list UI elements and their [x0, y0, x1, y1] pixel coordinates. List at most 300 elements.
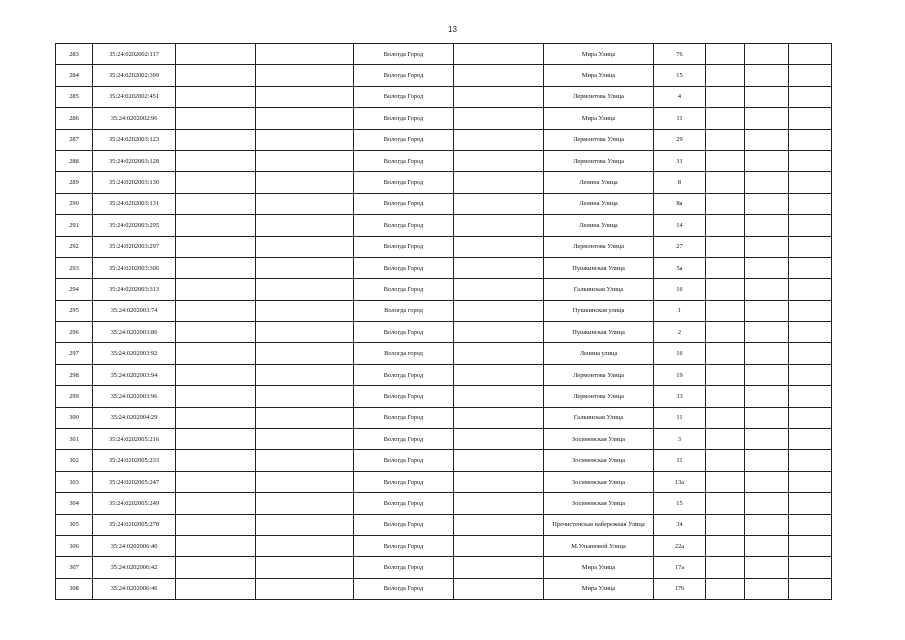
empty-cell	[256, 364, 354, 385]
table-row	[56, 300, 832, 321]
empty-cell	[706, 65, 745, 86]
empty-cell	[256, 44, 354, 65]
city-cell: Вологда Город	[354, 257, 454, 278]
cadastral-number-cell: 35:24:0202003:92	[93, 343, 176, 364]
row-number-cell: 288	[56, 150, 93, 171]
empty-cell	[256, 407, 354, 428]
cadastral-number-cell: 35:24:0202003:128	[93, 150, 176, 171]
empty-cell	[176, 150, 256, 171]
empty-cell	[256, 450, 354, 471]
empty-cell	[176, 386, 256, 407]
empty-cell	[454, 44, 544, 65]
house-number-cell: 4	[654, 86, 706, 107]
empty-cell	[454, 364, 544, 385]
cadastral-number-cell: 35:24:0202005:233	[93, 450, 176, 471]
street-cell: Лермонтова Улица	[544, 86, 654, 107]
street-cell: Мира Улица	[544, 578, 654, 599]
cadastral-number-cell: 35:24:0202003:306	[93, 257, 176, 278]
empty-cell	[745, 86, 789, 107]
empty-cell	[789, 493, 832, 514]
cadastral-number-cell: 35:24:0202005:278	[93, 514, 176, 535]
empty-cell	[176, 407, 256, 428]
street-cell: Зосимовская Улица	[544, 493, 654, 514]
empty-cell	[706, 236, 745, 257]
cadastral-number-cell: 35:24:0202003:313	[93, 279, 176, 300]
empty-cell	[454, 193, 544, 214]
city-cell: Вологда Город	[354, 236, 454, 257]
row-number-cell: 292	[56, 236, 93, 257]
street-cell: Мира Улица	[544, 557, 654, 578]
row-number-cell: 284	[56, 65, 93, 86]
cadastral-number-cell: 35:24:0202003:131	[93, 193, 176, 214]
empty-cell	[256, 471, 354, 492]
empty-cell	[745, 65, 789, 86]
cadastral-number-cell: 35:24:0202003:94	[93, 364, 176, 385]
city-cell: Вологда Город	[354, 493, 454, 514]
empty-cell	[176, 450, 256, 471]
city-cell: Вологда Город	[354, 172, 454, 193]
empty-cell	[454, 493, 544, 514]
city-cell: Вологда Город	[354, 44, 454, 65]
cadastral-number-cell: 35:24:0202003:96	[93, 386, 176, 407]
street-cell: Мира Улица	[544, 65, 654, 86]
empty-cell	[706, 86, 745, 107]
empty-cell	[176, 279, 256, 300]
table-row	[56, 215, 832, 236]
empty-cell	[789, 44, 832, 65]
street-cell: Пушкинская Улица	[544, 322, 654, 343]
empty-cell	[256, 65, 354, 86]
cadastral-number-cell: 35:24:0202005:247	[93, 471, 176, 492]
row-number-cell: 296	[56, 322, 93, 343]
street-cell: Зосимовская Улица	[544, 429, 654, 450]
empty-cell	[176, 65, 256, 86]
empty-cell	[256, 279, 354, 300]
empty-cell	[789, 172, 832, 193]
street-cell: Лермонтова Улица	[544, 236, 654, 257]
table-row	[56, 450, 832, 471]
empty-cell	[706, 343, 745, 364]
empty-cell	[454, 215, 544, 236]
empty-cell	[789, 535, 832, 556]
empty-cell	[745, 279, 789, 300]
street-cell: Галкинская Улица	[544, 407, 654, 428]
city-cell: Вологда Город	[354, 514, 454, 535]
street-cell: Лермонтова Улица	[544, 150, 654, 171]
empty-cell	[454, 108, 544, 129]
empty-cell	[176, 535, 256, 556]
empty-cell	[176, 322, 256, 343]
empty-cell	[256, 535, 354, 556]
city-cell: Вологда Город	[354, 322, 454, 343]
street-cell: Ленина Улица	[544, 215, 654, 236]
empty-cell	[745, 257, 789, 278]
empty-cell	[454, 65, 544, 86]
city-cell: Вологда Город	[354, 386, 454, 407]
table-row	[56, 364, 832, 385]
table-row	[56, 65, 832, 86]
cadastral-number-cell: 35:24:0202005:249	[93, 493, 176, 514]
cadastral-number-cell: 35:24:0202002:117	[93, 44, 176, 65]
empty-cell	[176, 236, 256, 257]
row-number-cell: 302	[56, 450, 93, 471]
empty-cell	[745, 44, 789, 65]
table-row	[56, 578, 832, 599]
house-number-cell: 11	[654, 450, 706, 471]
street-cell: Галкинская Улица	[544, 279, 654, 300]
empty-cell	[789, 129, 832, 150]
cadastral-number-cell: 35:24:0202002:399	[93, 65, 176, 86]
row-number-cell: 286	[56, 108, 93, 129]
empty-cell	[706, 108, 745, 129]
row-number-cell: 303	[56, 471, 93, 492]
empty-cell	[706, 215, 745, 236]
empty-cell	[454, 322, 544, 343]
empty-cell	[745, 300, 789, 321]
street-cell: Ленина Улица	[544, 193, 654, 214]
city-cell: Вологда Город	[354, 535, 454, 556]
row-number-cell: 293	[56, 257, 93, 278]
house-number-cell: 8	[654, 172, 706, 193]
table-row	[56, 407, 832, 428]
empty-cell	[454, 557, 544, 578]
street-cell: Пушкинская Улица	[544, 257, 654, 278]
empty-cell	[706, 535, 745, 556]
city-cell: Вологда Город	[354, 65, 454, 86]
empty-cell	[706, 578, 745, 599]
empty-cell	[706, 493, 745, 514]
empty-cell	[176, 471, 256, 492]
house-number-cell: 11	[654, 407, 706, 428]
house-number-cell: 22а	[654, 535, 706, 556]
row-number-cell: 291	[56, 215, 93, 236]
city-cell: Вологда Город	[354, 86, 454, 107]
empty-cell	[454, 407, 544, 428]
street-cell: Зосимовская Улица	[544, 471, 654, 492]
house-number-cell: 16	[654, 279, 706, 300]
empty-cell	[745, 514, 789, 535]
street-cell: Пречистенская набережная Улица	[544, 514, 654, 535]
empty-cell	[789, 86, 832, 107]
row-number-cell: 283	[56, 44, 93, 65]
house-number-cell: 31	[654, 150, 706, 171]
table-row	[56, 279, 832, 300]
house-number-cell: 13а	[654, 471, 706, 492]
empty-cell	[176, 493, 256, 514]
house-number-cell: 27	[654, 236, 706, 257]
cadastral-number-cell: 35:24:0202003:297	[93, 236, 176, 257]
city-cell: Вологда Город	[354, 429, 454, 450]
empty-cell	[454, 450, 544, 471]
table-row	[56, 172, 832, 193]
table-row	[56, 44, 832, 65]
empty-cell	[176, 429, 256, 450]
empty-cell	[454, 386, 544, 407]
empty-cell	[745, 407, 789, 428]
empty-cell	[789, 215, 832, 236]
house-number-cell: 8а	[654, 193, 706, 214]
empty-cell	[745, 215, 789, 236]
empty-cell	[789, 514, 832, 535]
empty-cell	[789, 300, 832, 321]
empty-cell	[176, 300, 256, 321]
empty-cell	[745, 108, 789, 129]
registry-table	[55, 43, 832, 600]
city-cell: Вологда город	[354, 343, 454, 364]
empty-cell	[256, 129, 354, 150]
empty-cell	[789, 257, 832, 278]
empty-cell	[789, 236, 832, 257]
table-row	[56, 386, 832, 407]
city-cell: Вологда Город	[354, 279, 454, 300]
row-number-cell: 289	[56, 172, 93, 193]
table-row	[56, 150, 832, 171]
city-cell: Вологда Город	[354, 471, 454, 492]
row-number-cell: 308	[56, 578, 93, 599]
empty-cell	[256, 343, 354, 364]
city-cell: Вологда Город	[354, 557, 454, 578]
empty-cell	[256, 257, 354, 278]
empty-cell	[789, 65, 832, 86]
street-cell: Зосимовская Улица	[544, 450, 654, 471]
cadastral-number-cell: 35:24:0202002:96	[93, 108, 176, 129]
street-cell: Мира Улица	[544, 108, 654, 129]
empty-cell	[176, 364, 256, 385]
table-row	[56, 429, 832, 450]
table-row	[56, 129, 832, 150]
empty-cell	[176, 193, 256, 214]
empty-cell	[256, 514, 354, 535]
empty-cell	[176, 108, 256, 129]
row-number-cell: 306	[56, 535, 93, 556]
table-row	[56, 193, 832, 214]
empty-cell	[176, 44, 256, 65]
empty-cell	[176, 257, 256, 278]
street-cell: Лермонтова Улица	[544, 386, 654, 407]
empty-cell	[256, 86, 354, 107]
cadastral-number-cell: 35:24:0202006:46	[93, 578, 176, 599]
row-number-cell: 287	[56, 129, 93, 150]
cadastral-number-cell: 35:24:0202002:451	[93, 86, 176, 107]
registry-table-body	[56, 44, 832, 600]
table-row	[56, 257, 832, 278]
table-row	[56, 535, 832, 556]
table-row	[56, 86, 832, 107]
empty-cell	[706, 129, 745, 150]
empty-cell	[706, 172, 745, 193]
empty-cell	[745, 578, 789, 599]
row-number-cell: 290	[56, 193, 93, 214]
empty-cell	[256, 193, 354, 214]
table-row	[56, 236, 832, 257]
row-number-cell: 299	[56, 386, 93, 407]
house-number-cell: 33	[654, 386, 706, 407]
row-number-cell: 301	[56, 429, 93, 450]
empty-cell	[745, 557, 789, 578]
house-number-cell: 2	[654, 322, 706, 343]
empty-cell	[454, 514, 544, 535]
empty-cell	[706, 300, 745, 321]
table-row	[56, 108, 832, 129]
empty-cell	[256, 557, 354, 578]
row-number-cell: 300	[56, 407, 93, 428]
empty-cell	[706, 429, 745, 450]
street-cell: М.Ульяновой Улица	[544, 535, 654, 556]
table-row	[56, 493, 832, 514]
empty-cell	[706, 150, 745, 171]
empty-cell	[256, 493, 354, 514]
empty-cell	[745, 493, 789, 514]
empty-cell	[454, 257, 544, 278]
empty-cell	[256, 215, 354, 236]
empty-cell	[789, 386, 832, 407]
empty-cell	[789, 108, 832, 129]
empty-cell	[706, 450, 745, 471]
empty-cell	[789, 193, 832, 214]
empty-cell	[176, 578, 256, 599]
house-number-cell: 3	[654, 429, 706, 450]
house-number-cell: 34	[654, 514, 706, 535]
city-cell: Вологда Город	[354, 578, 454, 599]
empty-cell	[256, 322, 354, 343]
empty-cell	[745, 236, 789, 257]
empty-cell	[454, 343, 544, 364]
table-row	[56, 514, 832, 535]
house-number-cell: 14	[654, 215, 706, 236]
empty-cell	[789, 364, 832, 385]
house-number-cell: 176	[654, 578, 706, 599]
empty-cell	[454, 535, 544, 556]
street-cell: Лермонтова Улица	[544, 364, 654, 385]
empty-cell	[454, 300, 544, 321]
empty-cell	[706, 407, 745, 428]
empty-cell	[706, 514, 745, 535]
row-number-cell: 298	[56, 364, 93, 385]
empty-cell	[706, 257, 745, 278]
empty-cell	[256, 578, 354, 599]
row-number-cell: 295	[56, 300, 93, 321]
street-cell: Лермонтова Улица	[544, 129, 654, 150]
cadastral-number-cell: 35:24:0202006:40	[93, 535, 176, 556]
cadastral-number-cell: 35:24:0202003:295	[93, 215, 176, 236]
house-number-cell: 19	[654, 364, 706, 385]
empty-cell	[789, 150, 832, 171]
empty-cell	[745, 129, 789, 150]
table-row	[56, 343, 832, 364]
empty-cell	[745, 386, 789, 407]
cadastral-number-cell: 35:24:0202003:123	[93, 129, 176, 150]
city-cell: Вологда Город	[354, 129, 454, 150]
empty-cell	[256, 386, 354, 407]
empty-cell	[454, 86, 544, 107]
empty-cell	[789, 407, 832, 428]
street-cell: Мира Улица	[544, 44, 654, 65]
city-cell: Вологда Город	[354, 407, 454, 428]
row-number-cell: 285	[56, 86, 93, 107]
empty-cell	[745, 364, 789, 385]
city-cell: Вологда Город	[354, 364, 454, 385]
city-cell: Вологда город	[354, 300, 454, 321]
city-cell: Вологда Город	[354, 215, 454, 236]
empty-cell	[745, 343, 789, 364]
empty-cell	[706, 386, 745, 407]
empty-cell	[454, 471, 544, 492]
empty-cell	[454, 236, 544, 257]
table-row	[56, 557, 832, 578]
city-cell: Вологда Город	[354, 150, 454, 171]
empty-cell	[256, 300, 354, 321]
cadastral-number-cell: 35:24:0202003:86	[93, 322, 176, 343]
empty-cell	[706, 322, 745, 343]
street-cell: Пушкинская улица	[544, 300, 654, 321]
empty-cell	[745, 150, 789, 171]
empty-cell	[454, 150, 544, 171]
city-cell: Вологда Город	[354, 450, 454, 471]
house-number-cell: 15	[654, 65, 706, 86]
empty-cell	[706, 193, 745, 214]
house-number-cell: 17а	[654, 557, 706, 578]
city-cell: Вологда Город	[354, 108, 454, 129]
row-number-cell: 305	[56, 514, 93, 535]
empty-cell	[745, 535, 789, 556]
empty-cell	[789, 578, 832, 599]
empty-cell	[789, 471, 832, 492]
empty-cell	[454, 578, 544, 599]
street-cell: Ленина Улица	[544, 172, 654, 193]
empty-cell	[176, 172, 256, 193]
street-cell: Ленина улица	[544, 343, 654, 364]
table-row	[56, 322, 832, 343]
empty-cell	[256, 172, 354, 193]
empty-cell	[745, 172, 789, 193]
empty-cell	[745, 450, 789, 471]
empty-cell	[706, 471, 745, 492]
house-number-cell: 1	[654, 300, 706, 321]
house-number-cell: 15	[654, 493, 706, 514]
row-number-cell: 294	[56, 279, 93, 300]
empty-cell	[454, 429, 544, 450]
house-number-cell: 5а	[654, 257, 706, 278]
empty-cell	[789, 450, 832, 471]
empty-cell	[256, 236, 354, 257]
empty-cell	[176, 86, 256, 107]
empty-cell	[706, 44, 745, 65]
empty-cell	[454, 172, 544, 193]
house-number-cell: 29	[654, 129, 706, 150]
empty-cell	[176, 343, 256, 364]
cadastral-number-cell: 35:24:0202003:130	[93, 172, 176, 193]
row-number-cell: 297	[56, 343, 93, 364]
empty-cell	[256, 150, 354, 171]
empty-cell	[176, 215, 256, 236]
empty-cell	[789, 322, 832, 343]
empty-cell	[789, 429, 832, 450]
table-row	[56, 471, 832, 492]
empty-cell	[454, 129, 544, 150]
empty-cell	[454, 279, 544, 300]
empty-cell	[789, 279, 832, 300]
empty-cell	[789, 343, 832, 364]
house-number-cell: 11	[654, 108, 706, 129]
page-number: 13	[448, 25, 457, 34]
house-number-cell: 16	[654, 343, 706, 364]
cadastral-number-cell: 35:24:0202006:42	[93, 557, 176, 578]
empty-cell	[256, 108, 354, 129]
empty-cell	[789, 557, 832, 578]
cadastral-number-cell: 35:24:0202004:29	[93, 407, 176, 428]
city-cell: Вологда Город	[354, 193, 454, 214]
empty-cell	[745, 471, 789, 492]
